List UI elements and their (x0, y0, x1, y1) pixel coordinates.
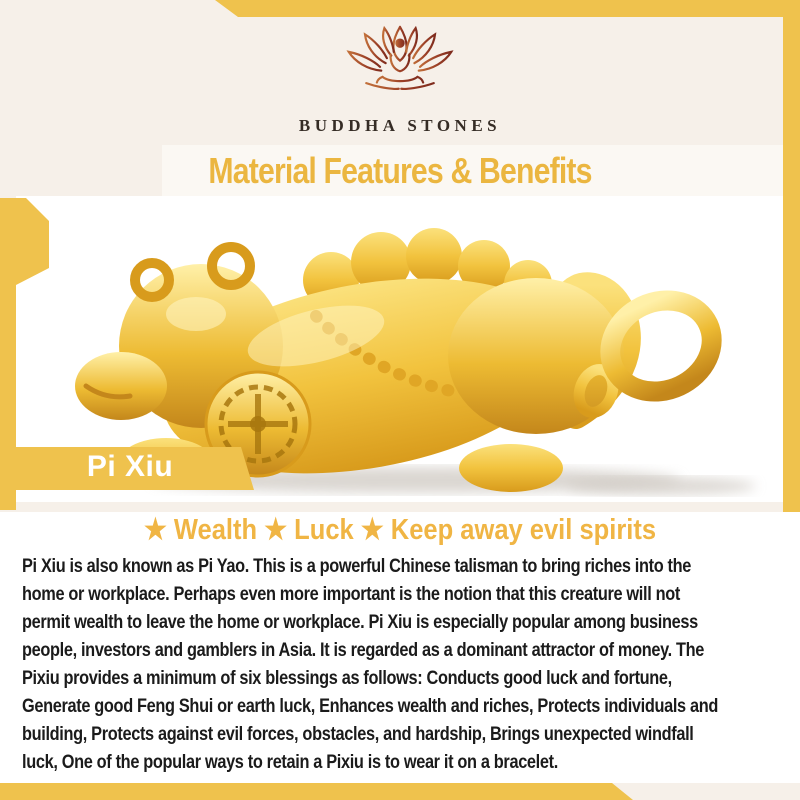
paragraph-line: Pi Xiu is also known as Pi Yao. This is a powerful Chinese talisman to bring riches into the (22, 556, 692, 577)
paragraph-line: Pixiu provides a minimum of six blessings as follows: Conducts good luck and fortune, (22, 668, 672, 689)
paragraph-line: people, investors and gamblers in Asia. It is regarded as a dominant attractor of money. The (22, 640, 705, 661)
lotus-meditation-icon (325, 16, 475, 114)
paragraph-line: home or workplace. Perhaps even more important is the notion that this creature will not (22, 584, 680, 605)
benefits-paragraph (22, 553, 778, 777)
benefits-headline: ★ Wealth ★ Luck ★ Keep away evil spirits (143, 514, 657, 546)
paragraph-line: luck, One of the popular ways to retain a Pixiu is to wear it on a bracelet. (22, 752, 558, 773)
brand-name: BUDDHA STONES (298, 116, 502, 135)
product-label: Pi Xiu (86, 450, 174, 483)
paragraph-line: Generate good Feng Shui or earth luck, Enhances wealth and riches, Protects individuals and (22, 696, 718, 717)
paragraph-line: permit wealth to leave the home or workplace. Pi Xiu is especially popular among business (22, 612, 698, 633)
page-title: Material Features & Benefits (208, 150, 592, 191)
paragraph-line: building, Protects against evil forces, obstacles, and hardship, Brings unexpected windfall (22, 724, 694, 745)
